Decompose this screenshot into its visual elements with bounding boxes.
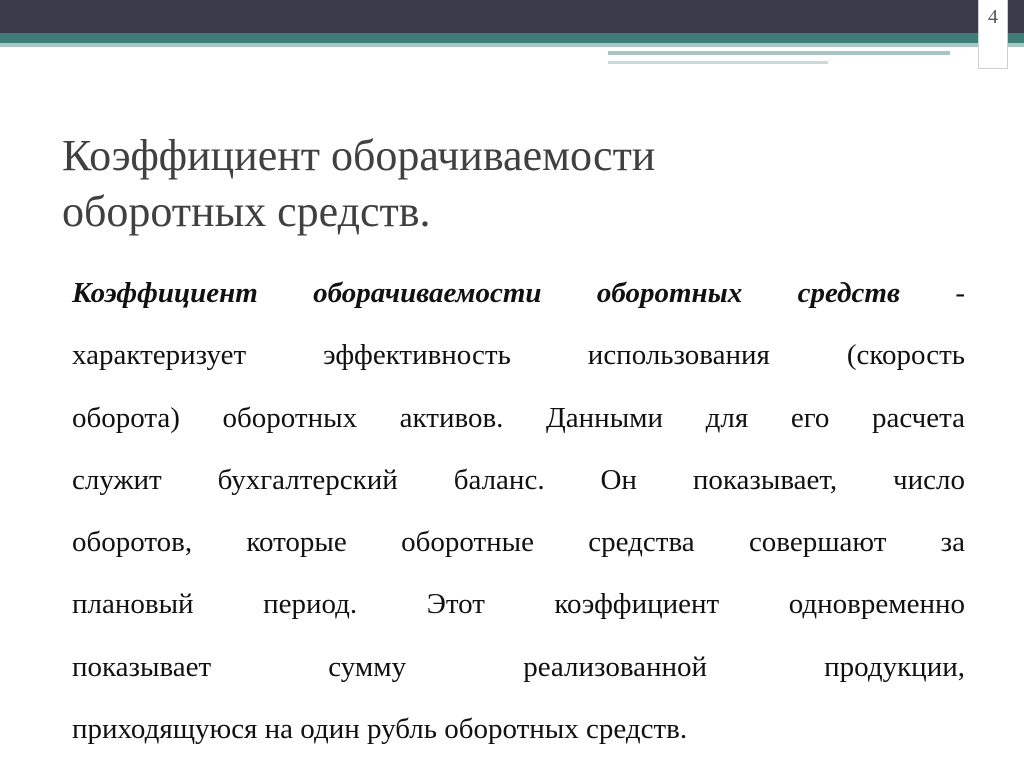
slide-title-line-2: оборотных средств. <box>62 187 431 236</box>
body-line-5: оборотов, которые оборотные средства совершают за <box>72 526 965 559</box>
header-band-teal <box>0 33 1024 43</box>
body-line-8: приходящуюся на один рубль оборотных средств. <box>72 713 688 746</box>
header-accent-line <box>608 51 950 55</box>
body-line-6: плановый период. Этот коэффициент одновременно <box>72 588 965 621</box>
body-line-2: характеризует эффективность использования (скорость <box>72 339 965 372</box>
body-line-3: оборота) оборотных активов. Данными для его расчета <box>72 401 965 434</box>
header-band-dark <box>0 0 1024 33</box>
page-number-tab <box>978 0 1008 69</box>
body-line-7: показывает сумму реализованной продукции, <box>72 650 965 683</box>
page-number: 4 <box>988 6 998 28</box>
header-band-light <box>0 43 1024 47</box>
body-paragraph <box>72 262 965 760</box>
header-accent-line-short <box>608 61 828 64</box>
body-line-4: служит бухгалтерский баланс. Он показывает, число <box>72 463 965 496</box>
term-dash: - <box>955 277 965 309</box>
slide-title-line-1: Коэффициент оборачиваемости <box>62 131 656 180</box>
defined-term: Коэффициент оборачиваемости оборотных средств <box>72 277 900 309</box>
slide-title <box>62 128 962 240</box>
body-line-1 <box>72 262 965 324</box>
